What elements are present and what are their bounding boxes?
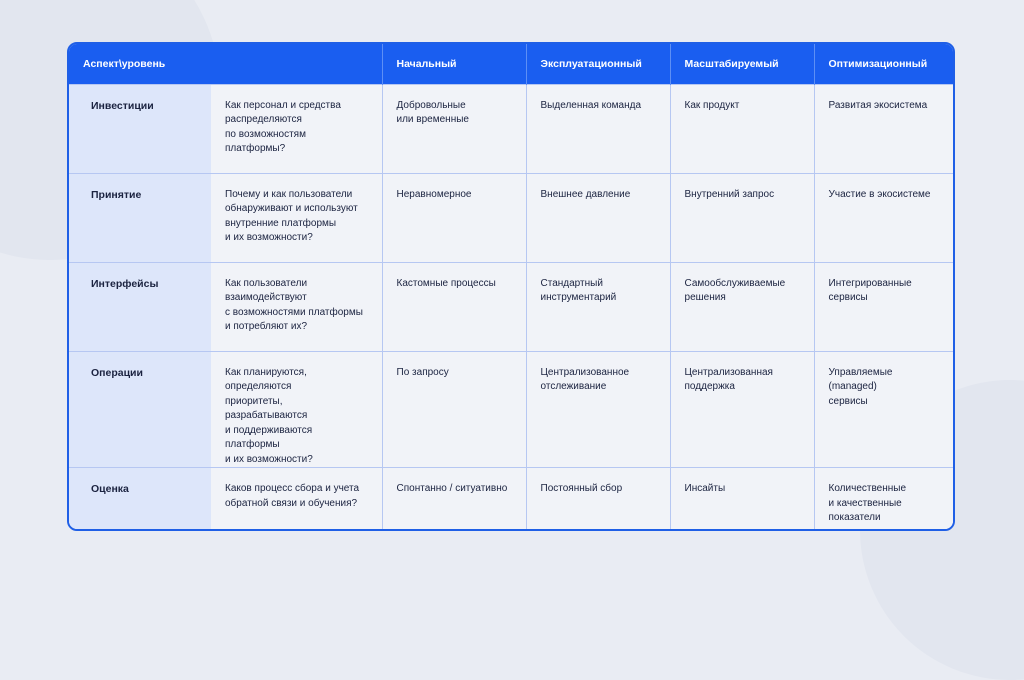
row-question: Почему и как пользователи обнаруживают и используют внутренние платформы и их возможности? bbox=[211, 173, 382, 262]
row-aspect: Оценка bbox=[69, 468, 211, 532]
row-aspect: Принятие bbox=[69, 173, 211, 262]
table-row bbox=[69, 351, 955, 468]
cell-level-optimizing: Участие в экосистеме bbox=[814, 173, 955, 262]
maturity-table bbox=[69, 44, 955, 531]
cell-level-operational: Внешнее давление bbox=[526, 173, 670, 262]
cell-level-operational: Централизованное отслеживание bbox=[526, 351, 670, 468]
row-question: Как персонал и средства распределяются по возможностям платформы? bbox=[211, 84, 382, 173]
cell-level-scalable: Внутренний запрос bbox=[670, 173, 814, 262]
row-aspect: Интерфейсы bbox=[69, 262, 211, 351]
table-header-row bbox=[69, 44, 955, 84]
cell-level-initial: Добровольные или временные bbox=[382, 84, 526, 173]
cell-level-scalable: Самообслуживаемые решения bbox=[670, 262, 814, 351]
cell-level-initial: Спонтанно / ситуативно bbox=[382, 468, 526, 532]
cell-level-optimizing: Количественные и качественные показатели bbox=[814, 468, 955, 532]
row-question: Как пользователи взаимодействуют с возможностями платформы и потребляют их? bbox=[211, 262, 382, 351]
cell-level-initial: Кастомные процессы bbox=[382, 262, 526, 351]
row-aspect: Инвестиции bbox=[69, 84, 211, 173]
cell-level-scalable: Централизованная поддержка bbox=[670, 351, 814, 468]
maturity-table-card bbox=[67, 42, 955, 531]
cell-level-optimizing: Управляемые (managed) сервисы bbox=[814, 351, 955, 468]
header-aspect: Аспект\уровень bbox=[69, 44, 382, 84]
row-aspect: Операции bbox=[69, 351, 211, 468]
header-level-initial: Начальный bbox=[382, 44, 526, 84]
row-question: Как планируются, определяются приоритеты, разрабатываются и поддерживаются платформы и их возможности? bbox=[211, 351, 382, 468]
cell-level-scalable: Как продукт bbox=[670, 84, 814, 173]
table-row bbox=[69, 84, 955, 173]
header-level-operational: Эксплуатационный bbox=[526, 44, 670, 84]
table-row bbox=[69, 468, 955, 532]
header-level-optimizing: Оптимизационный bbox=[814, 44, 955, 84]
cell-level-operational: Выделенная команда bbox=[526, 84, 670, 173]
header-level-scalable: Масштабируемый bbox=[670, 44, 814, 84]
cell-level-operational: Стандартный инструментарий bbox=[526, 262, 670, 351]
cell-level-initial: Неравномерное bbox=[382, 173, 526, 262]
cell-level-operational: Постоянный сбор bbox=[526, 468, 670, 532]
cell-level-initial: По запросу bbox=[382, 351, 526, 468]
table-row bbox=[69, 262, 955, 351]
cell-level-optimizing: Интегрированные сервисы bbox=[814, 262, 955, 351]
row-question: Каков процесс сбора и учета обратной связи и обучения? bbox=[211, 468, 382, 532]
table-row bbox=[69, 173, 955, 262]
cell-level-optimizing: Развитая экосистема bbox=[814, 84, 955, 173]
cell-level-scalable: Инсайты bbox=[670, 468, 814, 532]
